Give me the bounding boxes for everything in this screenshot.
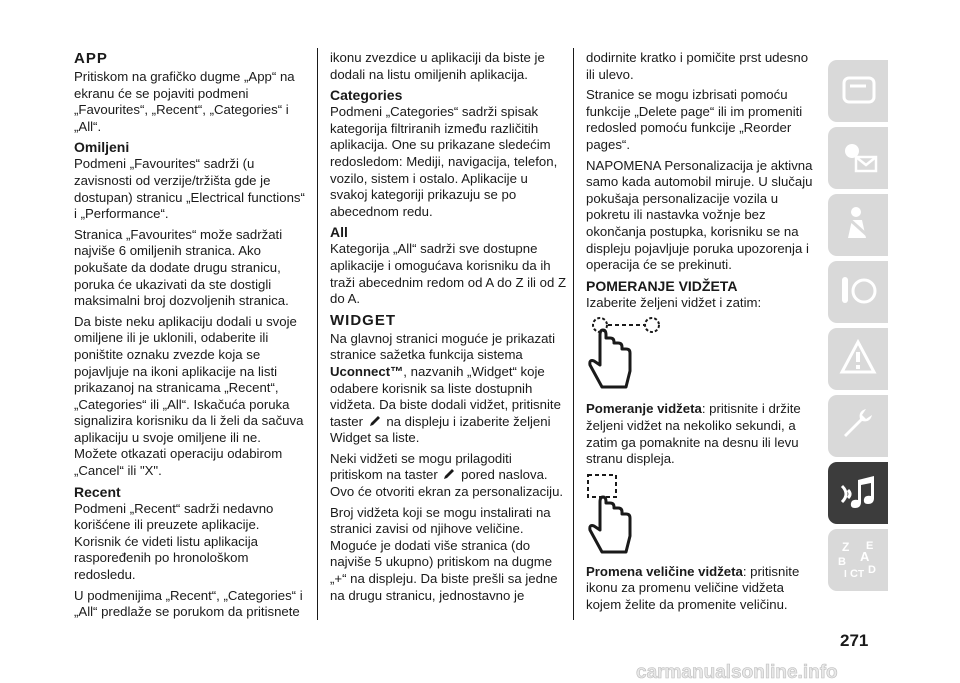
paragraph: Stranica „Favourites“ može sadržati najviše 6 omiljenih stranica. Ako pokušate da dodate drugu stranicu, poruka će ukazivati da ste dostigli maksimalni broj dozvoljenih stranica. (74, 226, 289, 309)
column-right (586, 50, 818, 617)
paragraph: Pritiskom na grafičko dugme „App“ na ekranu će se pojaviti podmeni „Favourites“, „Recent“, „Categories“ i „All“. (74, 69, 295, 134)
paragraph: Stranice se mogu izbrisati pomoću funkcije „Delete page“ ili im promeniti redosled pomoću funkcije „Reorder pages“. (586, 87, 803, 152)
paragraph (330, 331, 568, 447)
text-span: Neki vidžeti se mogu prilagoditi pritiskom na taster (330, 450, 512, 483)
paragraph: Podmeni „Categories“ sadrži spisak kategorija filtriranih između različitih aplikacija. One su prikazane sledećim redosledom: Mediji, navigacija, telefon, vozilo, sistem i ostalo. Aplikacije u svakoj kategoriji prikazuju se po abecednom redu. (330, 104, 558, 219)
paragraph: Izaberite željeni vidžet i zatim: (586, 294, 762, 310)
column-divider (317, 48, 318, 620)
paragraph: Kategorija „All“ sadrži sve dostupne aplikacije i omogućava korisniku da ih traži abecednim redom od A do Z ili od Z do A. (330, 241, 567, 307)
car-dashboard-icon (838, 70, 878, 110)
warning-light-mail-icon (838, 137, 878, 177)
text-span: : pritisnite ikonu za promenu veličine vidžeta kojem želite da promenite veličinu. (586, 563, 800, 612)
paragraph: Da biste neku aplikaciju dodali u svoje omiljene ili je uklonili, odaberite ili poništite oznaku zvezde koja se pojavljuje na ikoni aplikacije na listi prikazanoj na stranicama „Recent“, „Categories“ ili „All“. Iskačuća poruka signalizira korisniku da li želi da sačuva aplikaciju u svoje omiljene ili ne. Možete otkazati operaciju odabirom „Cancel“ ili "X". (74, 313, 304, 479)
pencil-icon (442, 467, 456, 481)
tab-index[interactable] (828, 529, 888, 591)
drag-gesture-illustration (586, 315, 818, 395)
subheading-recent: Recent (74, 483, 121, 500)
tab-safety[interactable] (828, 194, 888, 256)
term-pomeranje: Pomeranje vidžeta (586, 401, 702, 417)
paragraph: dodirnite kratko i pomičite prst udesno ili ulevo. (586, 50, 809, 82)
text-span: na displeju i izaberite željeni Widget sa liste. (330, 413, 551, 446)
subheading-all: All (330, 224, 348, 241)
section-heading-app: APP (74, 50, 108, 67)
index-letter: I (844, 569, 847, 579)
column-left (74, 50, 306, 625)
footer-watermark-text: carmanualsonline.info (636, 662, 838, 683)
index-letter: B (838, 556, 846, 568)
road-warning-icon (838, 338, 878, 378)
footer-watermark (0, 658, 960, 683)
subheading-pomeranje: POMERANJE VIDŽETA (586, 277, 738, 294)
page-number: 271 (840, 631, 869, 650)
hand-resize-icon (586, 472, 676, 558)
hand-drag-icon (586, 315, 676, 395)
resize-gesture-illustration (586, 472, 818, 558)
paragraph: Podmeni „Recent“ sadrži nedavno korišćene ili preuzete aplikacije. Korisnik će videti listu aplikacija raspoređenih po hronološkom redosledu. (74, 500, 274, 583)
column-middle (330, 50, 568, 608)
text-span: Na glavnoj stranici moguće je prikazati stranice sažetka funkcija sistema (330, 330, 556, 363)
term-promena: Promena veličine vidžeta (586, 563, 743, 579)
brand-uconnect: Uconnect™ (330, 363, 404, 379)
paragraph: Broj vidžeta koji se mogu instalirati na stranici zavisi od njihove veličine. Moguće je dodati više stranica (do najviše 5 ukupno) pritiskom na dugme „+“ na displeju. Da biste prešli sa jedne na drugu stranicu, jednostavno je (330, 504, 558, 603)
paragraph (586, 564, 818, 614)
wrench-car-icon (838, 405, 878, 445)
pencil-icon (368, 414, 382, 428)
paragraph: NAPOMENA Personalizacija je aktivna samo kada automobil miruje. U slučaju pokušaja personalizacije vozila u pokretu ili nastavka vožnje bez okončanja postupka, korisniku se na displeju pojavljuje poruka upozorenja i operacija će se prekinuti. (586, 157, 813, 273)
tab-maintenance[interactable] (828, 395, 888, 457)
paragraph (330, 451, 568, 501)
index-letter: T (858, 569, 865, 579)
text-span: , nazvanih „Widget“ koje odabere korisnik sa liste dostupnih vidžeta. Da biste dodali vidžet, pritisnite taster (330, 363, 561, 429)
index-letter: A (860, 549, 870, 564)
key-steering-wheel-icon (838, 271, 878, 311)
text-span: pored naslova. Ovo će otvoriti ekran za personalizaciju. (330, 467, 564, 500)
index-letter: Z (842, 540, 850, 554)
subheading-omiljeni: Omiljeni (74, 139, 130, 156)
index-letter: E (866, 540, 874, 552)
chapter-tabs (828, 60, 888, 596)
paragraph: ikonu zvezdice u aplikaciji da biste je dodali na listu omiljenih aplikacija. (330, 50, 545, 82)
column-divider (573, 48, 574, 620)
tab-car-dashboard[interactable] (828, 60, 888, 122)
tab-starting-driving[interactable] (828, 261, 888, 323)
paragraph (586, 401, 818, 467)
multimedia-nav-icon (838, 472, 878, 512)
tab-multimedia[interactable] (828, 462, 888, 524)
section-heading-widget: WIDGET (330, 311, 396, 329)
tab-emergency[interactable] (828, 328, 888, 390)
tab-warning-lights[interactable] (828, 127, 888, 189)
text-span: : pritisnite i držite željeni vidžet na nekoliko sekundi, a zatim ga pomaknite na desnu ili levu stranu displeja. (586, 401, 801, 467)
index-letters-icon (838, 539, 878, 579)
index-letter: D (868, 564, 876, 576)
paragraph: Podmeni „Favourites“ sadrži (u zavisnosti od verzije/tržišta gde je dostupan) stranicu „Electrical functions“ i „Performance“. (74, 156, 305, 222)
subheading-categories: Categories (330, 87, 403, 104)
index-letter: C (850, 568, 858, 579)
seatbelt-airbag-icon (838, 204, 878, 244)
paragraph: U podmenijima „Recent“, „Categories“ i „All“ predlaže se porukom da pritisnete (74, 587, 303, 620)
